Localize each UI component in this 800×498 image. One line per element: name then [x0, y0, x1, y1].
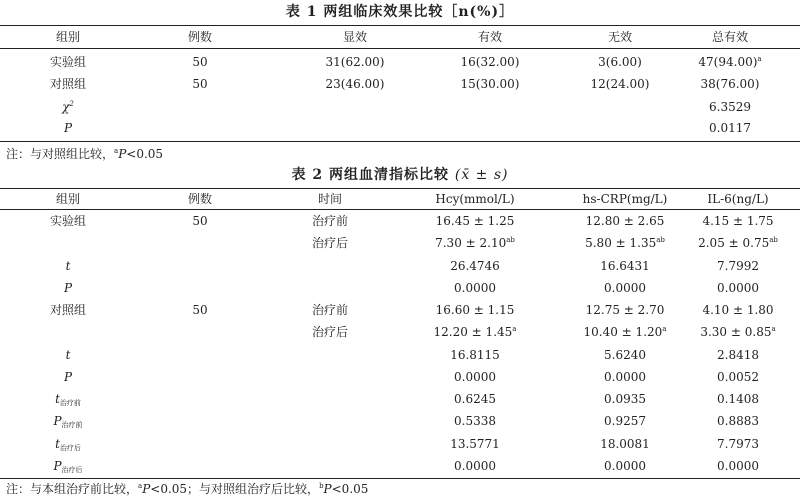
table2-cell-il6: 3.30 ± 0.85$^a$: [700, 325, 776, 339]
table2-cell-time: 治疗后: [311, 236, 348, 250]
table2-cell-crp: 12.75 ± 2.70: [585, 303, 665, 317]
table2-cell-stat: $P_{治疗前}$: [53, 414, 83, 429]
table2-cell-hcy: 13.5771: [450, 437, 500, 451]
table2-cell-crp: 12.80 ± 2.65: [585, 214, 665, 228]
table2-cell-hcy: 0.0000: [454, 459, 496, 473]
table2-cell-hcy: 16.60 ± 1.15: [435, 303, 515, 317]
table1-cell-effective: 16(32.00): [460, 55, 520, 69]
table2-cell-time: 治疗前: [311, 214, 348, 228]
table2-cell-crp: 0.9257: [604, 414, 646, 428]
table1-header-ineffective: 无效: [607, 30, 632, 44]
table2-cell-stat: t: [65, 259, 71, 273]
table2-cell-stat: $t_{治疗后}$: [55, 437, 81, 452]
table2-cell-crp: 5.6240: [604, 348, 646, 362]
table2-cell-hcy: 0.5338: [454, 414, 496, 428]
table2-cell-group: 实验组: [49, 214, 86, 228]
table-row: [0, 52, 800, 72]
table1-header-rule: [0, 48, 800, 49]
table1-cell-total: 0.0117: [709, 121, 751, 135]
table-row: [0, 389, 800, 409]
table1-cell-markedly: 23(46.00): [325, 77, 385, 91]
table2-cell-hcy: 26.4746: [450, 259, 500, 273]
table2-cell-n: 50: [192, 214, 208, 228]
table2-cell-hcy: 0.0000: [454, 370, 496, 384]
table1-cell-ineffective: 3(6.00): [598, 55, 642, 69]
table2-cell-time: 治疗后: [311, 325, 348, 339]
table2-cell-n: 50: [192, 303, 208, 317]
table1-cell-total: $47(94.00)^a$: [698, 55, 762, 69]
table1-cell-p: P: [63, 121, 73, 135]
table2-cell-crp: 0.0000: [604, 281, 646, 295]
table-row: [0, 345, 800, 365]
table2-title: 表 2 两组血清指标比较 (x̄ ± s): [291, 167, 509, 183]
table1-title: 表 1 两组临床效果比较［n(%)］: [285, 4, 515, 20]
table2-cell-stat: t: [65, 348, 71, 362]
table1-cell-markedly: 31(62.00): [325, 55, 385, 69]
table-row: [0, 211, 800, 231]
table-row: [0, 411, 800, 431]
table2-cell-il6: 0.8883: [717, 414, 759, 428]
table2-header-hcy: Hcy(mmol/L): [435, 192, 515, 206]
table-row: [0, 74, 800, 94]
table1-note: 注：与对照组比较，$^a$P<0.05: [6, 147, 164, 161]
table2-cell-crp: 18.0081: [600, 437, 650, 451]
significance-mark: a: [757, 55, 762, 63]
table-row: [0, 367, 800, 387]
table2-cell-hcy: 16.8115: [450, 348, 500, 362]
table1-header-effective: 有效: [477, 30, 502, 44]
table2-cell-crp: 16.6431: [600, 259, 650, 273]
table2-cell-il6: 4.10 ± 1.80: [702, 303, 774, 317]
table2-cell-hcy: 16.45 ± 1.25: [435, 214, 515, 228]
table1-cell-n: 50: [192, 77, 208, 91]
table-row: [0, 256, 800, 276]
table1-cell-group: 对照组: [49, 77, 86, 91]
table2-cell-crp: 0.0000: [604, 459, 646, 473]
table1-cell-ineffective: 12(24.00): [590, 77, 650, 91]
table2-header-row: [0, 189, 800, 209]
table2-cell-stat: $P_{治疗后}$: [53, 459, 83, 474]
table2-cell-il6: 0.1408: [717, 392, 759, 406]
table2-note: 注：与本组治疗前比较，$^a$P<0.05；与对照组治疗后比较，$^b$P<0.05: [6, 482, 369, 496]
table2-header-crp: hs-CRP(mg/L): [582, 192, 668, 206]
table1-header-group: 组别: [55, 30, 80, 44]
table2-cell-il6: 7.7973: [717, 437, 759, 451]
table1-header-markedly: 显效: [342, 30, 367, 44]
table2-cell-stat: P: [63, 370, 73, 384]
table2-cell-hcy: 0.6245: [454, 392, 496, 406]
table2-cell-crp: 0.0935: [604, 392, 646, 406]
table1-cell-total: 6.3529: [709, 100, 751, 114]
table-row: [0, 278, 800, 298]
table2-cell-il6: 7.7992: [717, 259, 759, 273]
table2-cell-il6: 0.0000: [717, 459, 759, 473]
table2-cell-group: 对照组: [49, 303, 86, 317]
table2-cell-time: 治疗前: [311, 303, 348, 317]
table1-top-rule: [0, 25, 800, 26]
table1-header-row: [0, 27, 800, 47]
table2-cell-hcy: 12.20 ± 1.45$^a$: [433, 325, 517, 339]
table-row: [0, 300, 800, 320]
table1-cell-effective: 15(30.00): [460, 77, 520, 91]
table2-cell-stat: P: [63, 281, 73, 295]
table1-cell-group: 实验组: [49, 55, 86, 69]
table-row: [0, 97, 800, 117]
table-row: [0, 118, 800, 138]
table2-bottom-rule: [0, 478, 800, 479]
table2-header-il6: IL-6(ng/L): [707, 192, 769, 206]
table2-cell-il6: 0.0052: [717, 370, 759, 384]
table2-cell-hcy: 0.0000: [454, 281, 496, 295]
table2-cell-il6: 2.05 ± 0.75$^{ab}$: [698, 236, 778, 250]
table2-cell-crp: 0.0000: [604, 370, 646, 384]
table2-cell-il6: 0.0000: [717, 281, 759, 295]
table2-header-group: 组别: [55, 192, 80, 206]
table1-cell-n: 50: [192, 55, 208, 69]
table2-cell-hcy: 7.30 ± 2.10$^{ab}$: [435, 236, 515, 250]
table1-header-n: 例数: [187, 30, 212, 44]
table2-cell-il6: 2.8418: [717, 348, 759, 362]
table1-cell-chi-square: $\chi^2$: [62, 100, 74, 114]
table-row: [0, 456, 800, 476]
table-row: [0, 233, 800, 253]
table1-header-total: 总有效: [711, 30, 748, 44]
table1-cell-total: 38(76.00): [700, 77, 760, 91]
table1-bottom-rule: [0, 141, 800, 142]
table2-cell-crp: 5.80 ± 1.35$^{ab}$: [585, 236, 665, 250]
table2-cell-il6: 4.15 ± 1.75: [702, 214, 774, 228]
table-row: [0, 434, 800, 454]
table2-cell-stat: $t_{治疗前}$: [55, 392, 81, 407]
table2-header-rule: [0, 209, 800, 210]
table-row: [0, 322, 800, 342]
table2-header-n: 例数: [187, 192, 212, 206]
table2-cell-crp: 10.40 ± 1.20$^a$: [583, 325, 667, 339]
table2-header-time: 时间: [317, 192, 342, 206]
